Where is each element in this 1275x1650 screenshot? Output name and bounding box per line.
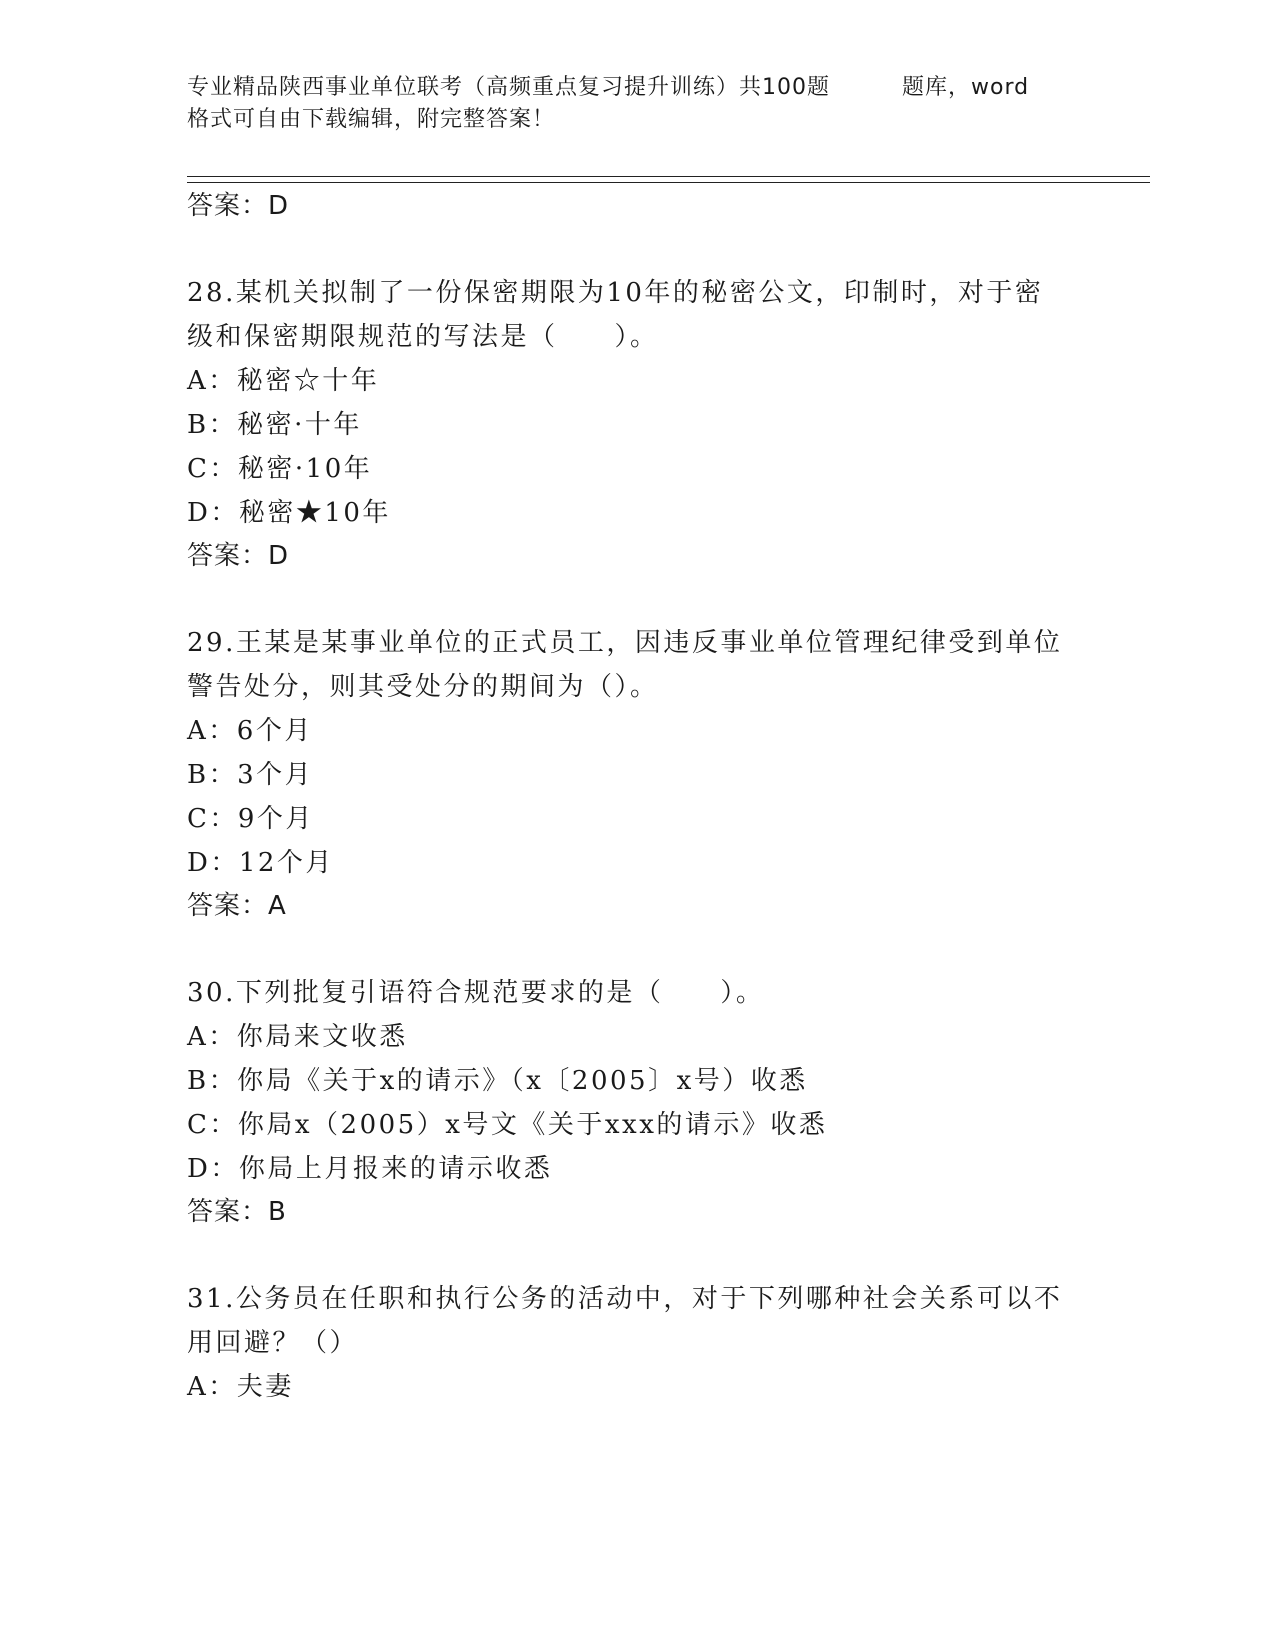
q28-option-d: D：秘密★10年	[187, 498, 391, 528]
q30-option-b: B：你局《关于x的请示》（x〔2005〕x号）收悉	[187, 1066, 808, 1096]
q29-stem-line-2: 警告处分，则其受处分的期间为（）。	[187, 672, 659, 702]
q28-stem-line-1: 28.某机关拟制了一份保密期限为10年的秘密公文，印制时，对于密	[187, 278, 1044, 308]
q31-stem-line-2: 用回避？（）	[187, 1328, 359, 1358]
q30-option-a: A：你局来文收悉	[187, 1022, 408, 1052]
q28-option-a: A：秘密☆十年	[187, 366, 380, 396]
q29-option-b: B：3个月	[187, 760, 314, 790]
header-rule-top	[187, 176, 1150, 177]
q28-option-b: B：秘密·十年	[187, 410, 362, 440]
q30-answer: 答案：B	[187, 1197, 287, 1227]
q28-option-c: C：秘密·10年	[187, 454, 373, 484]
q29-option-d: D：12个月	[187, 848, 334, 878]
header-line-2: 格式可自由下载编辑，附完整答案！	[187, 107, 556, 132]
q29-option-c: C：9个月	[187, 804, 314, 834]
header-suffix: 题库，word	[902, 75, 1030, 100]
q29-answer: 答案：A	[187, 891, 287, 921]
page-header	[187, 72, 1087, 136]
q28-stem-line-2: 级和保密期限规范的写法是（ ）。	[187, 322, 659, 352]
q28-answer: 答案：D	[187, 541, 290, 571]
q30-stem-line-1: 30.下列批复引语符合规范要求的是（ ）。	[187, 978, 765, 1008]
previous-answer: 答案：D	[187, 191, 290, 221]
q29-stem-line-1: 29.王某是某事业单位的正式员工，因违反事业单位管理纪律受到单位	[187, 628, 1063, 658]
q31-stem-line-1: 31.公务员在任职和执行公务的活动中，对于下列哪种社会关系可以不	[187, 1284, 1063, 1314]
header-title: 专业精品陕西事业单位联考（高频重点复习提升训练）共100题	[187, 75, 830, 100]
header-rule-bottom	[187, 182, 1150, 183]
q30-option-d: D：你局上月报来的请示收悉	[187, 1154, 553, 1184]
q29-option-a: A：6个月	[187, 716, 313, 746]
header-line-1	[187, 72, 1087, 104]
q31-option-a: A：夫妻	[187, 1372, 294, 1402]
q30-option-c: C：你局x（2005）x号文《关于xxx的请示》收悉	[187, 1110, 828, 1140]
